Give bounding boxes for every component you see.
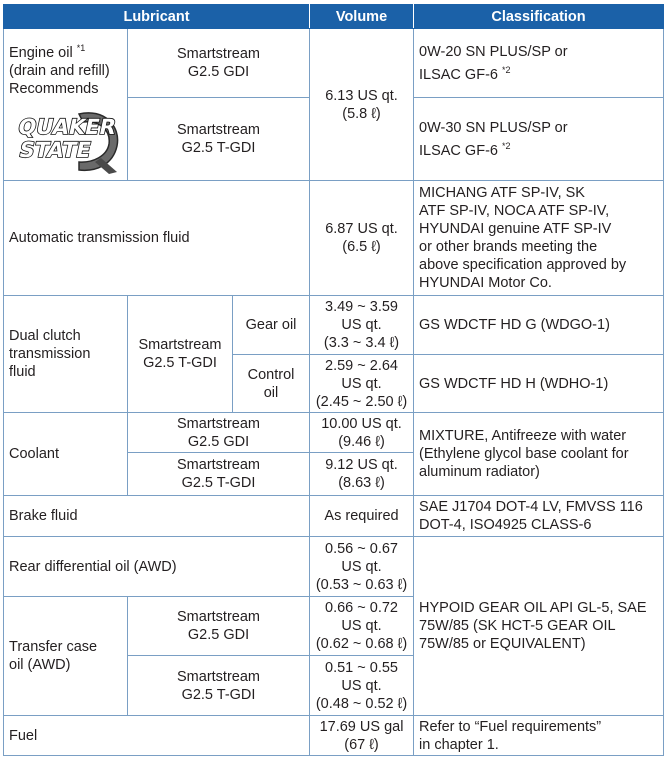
dct-control-oil-class: GS WDCTF HD H (WDHO-1) — [414, 355, 664, 413]
engine-oil-label-rest: (drain and refill) Recommends — [9, 62, 110, 97]
transfer-engine-tgdi: Smartstream G2.5 T-GDI — [128, 656, 310, 716]
rear-diff-label: Rear differential oil (AWD) — [4, 537, 310, 597]
engine-oil-class-tgdi-cell — [414, 98, 664, 181]
engine-oil-class-gdi-cell — [414, 29, 664, 98]
coolant-volume-gdi: 10.00 US qt. (9.46 ℓ) — [310, 413, 414, 453]
table-row — [4, 537, 664, 597]
fuel-label: Fuel — [4, 716, 310, 756]
footnote-marker: *2 — [502, 140, 511, 151]
logo-text-bottom: STATE — [16, 138, 94, 163]
rear-diff-volume: 0.56 ~ 0.67 US qt. (0.53 ~ 0.63 ℓ) — [310, 537, 414, 597]
coolant-label: Coolant — [4, 413, 128, 496]
header-lubricant: Lubricant — [4, 5, 310, 29]
table-row — [4, 181, 664, 296]
coolant-classification: MIXTURE, Antifreeze with water (Ethylene glycol base coolant for aluminum radiator) — [414, 413, 664, 496]
table-row — [4, 29, 664, 98]
footnote-marker: *2 — [502, 64, 511, 75]
brake-fluid-volume: As required — [310, 496, 414, 537]
header-classification: Classification — [414, 5, 664, 29]
fuel-classification: Refer to “Fuel requirements” in chapter 1. — [414, 716, 664, 756]
engine-oil-label-cell — [4, 29, 128, 181]
dct-gear-oil-class: GS WDCTF HD G (WDGO-1) — [414, 296, 664, 355]
footnote-marker: *1 — [76, 43, 86, 53]
header-volume: Volume — [310, 5, 414, 29]
engine-type-g25-gdi: Smartstream G2.5 GDI — [128, 29, 310, 98]
engine-oil-class-tgdi: 0W-30 SN PLUS/SP or ILSAC GF-6 — [419, 119, 568, 159]
fuel-volume: 17.69 US gal (67 ℓ) — [310, 716, 414, 756]
atf-classification: MICHANG ATF SP-IV, SK ATF SP-IV, NOCA ATF SP-IV, HYUNDAI genuine ATF SP-IV or other brands meeting the above specification approved by HYUNDAI Motor Co. — [414, 181, 664, 296]
dct-control-oil-label: Control oil — [233, 355, 310, 413]
transfer-engine-gdi: Smartstream G2.5 GDI — [128, 597, 310, 656]
logo-text-top: QUAKER — [15, 115, 119, 140]
table-row — [4, 496, 664, 537]
dct-control-oil-volume: 2.59 ~ 2.64 US qt. (2.45 ~ 2.50 ℓ) — [310, 355, 414, 413]
dct-label: Dual clutch transmission fluid — [4, 296, 128, 413]
transfer-volume-tgdi: 0.51 ~ 0.55 US qt. (0.48 ~ 0.52 ℓ) — [310, 656, 414, 716]
dct-gear-oil-volume: 3.49 ~ 3.59 US qt. (3.3 ~ 3.4 ℓ) — [310, 296, 414, 355]
coolant-volume-tgdi: 9.12 US qt. (8.63 ℓ) — [310, 453, 414, 496]
engine-type-g25-tgdi: Smartstream G2.5 T-GDI — [128, 98, 310, 181]
coolant-engine-gdi: Smartstream G2.5 GDI — [128, 413, 310, 453]
quaker-state-logo — [9, 106, 122, 176]
transfer-volume-gdi: 0.66 ~ 0.72 US qt. (0.62 ~ 0.68 ℓ) — [310, 597, 414, 656]
brake-fluid-classification: SAE J1704 DOT-4 LV, FMVSS 116 DOT-4, ISO4925 CLASS-6 — [414, 496, 664, 537]
atf-volume: 6.87 US qt. (6.5 ℓ) — [310, 181, 414, 296]
atf-label: Automatic transmission fluid — [4, 181, 310, 296]
brake-fluid-label: Brake fluid — [4, 496, 310, 537]
coolant-engine-tgdi: Smartstream G2.5 T-GDI — [128, 453, 310, 496]
dct-engine-type: Smartstream G2.5 T-GDI — [128, 296, 233, 413]
table-row — [4, 296, 664, 355]
table-row — [4, 413, 664, 453]
table-row — [4, 716, 664, 756]
table-header-row — [4, 5, 664, 29]
dct-gear-oil-label: Gear oil — [233, 296, 310, 355]
lubricant-specification-table — [3, 4, 664, 756]
engine-oil-volume: 6.13 US qt. (5.8 ℓ) — [310, 29, 414, 181]
engine-oil-class-gdi: 0W-20 SN PLUS/SP or ILSAC GF-6 — [419, 43, 568, 83]
gear-oil-classification: HYPOID GEAR OIL API GL-5, SAE 75W/85 (SK HCT-5 GEAR OIL 75W/85 or EQUIVALENT) — [414, 537, 664, 716]
transfer-case-label: Transfer case oil (AWD) — [4, 597, 128, 716]
engine-oil-label: Engine oil — [9, 44, 77, 61]
